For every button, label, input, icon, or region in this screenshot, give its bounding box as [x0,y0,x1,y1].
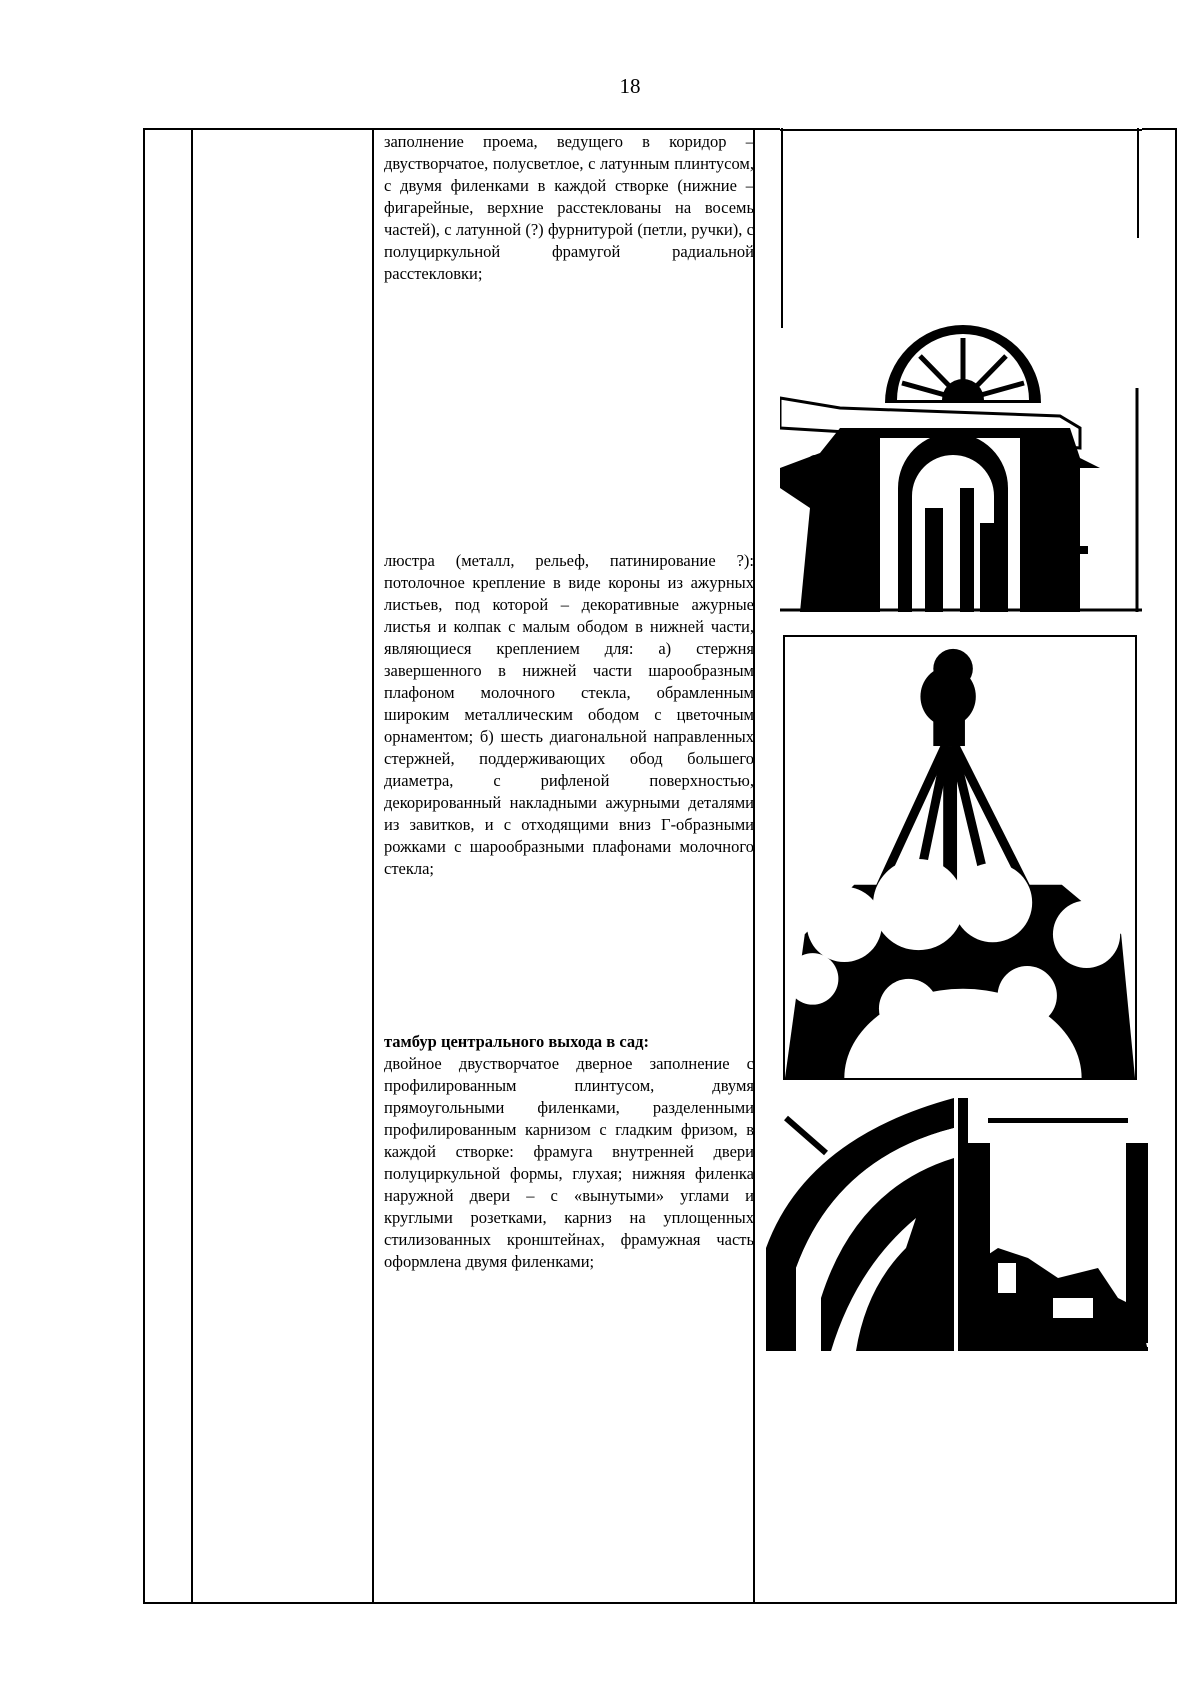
photo-chandelier [783,635,1137,1080]
photo-vestibule-arch [766,1098,954,1351]
page-number: 18 [619,74,641,98]
column-divider [372,130,374,1602]
chandelier-text: люстра (металл, рельеф, патинирование ?): потолочное крепление в виде короны из ажурных листьев, под которой – декоративные ажурные листья и колпак с малым ободом в нижней части, являющиеся креплением для: а) стержня завершенного в нижней части шарообразным плафоном молочного стекла, обрамленным широким металлическим ободом с цветочным орнаментом; б) шесть диагональной направленных стержней, поддерживающих обод большего диаметра, с рифленой поверхностью, декорированный накладными ажурными деталями из завитков, и с отходящими вниз Г-образными рожками с шарообразными плафонами молочного стекла; [384,551,754,878]
column-divider [191,130,193,1602]
vestibule-section [384,1031,754,1273]
photo-vestibule-door [958,1098,1148,1351]
vestibule-heading: тамбур центрального выхода в сад: [384,1032,649,1051]
door-corridor-text: заполнение проема, ведущего в коридор – двустворчатое, полусветлое, с латунным плинтусом, с двумя филенками в каждой створке (нижние – фигарейные, верхние расстеклованы на восемь частей), с латунной (?) фурнитурой (петли, ручки), с полуциркульной фрамугой радиальной расстекловки; [384,132,754,283]
vestibule-text: двойное двустворчатое дверное заполнение с профилированным плинтусом, двумя прямоугольными филенками, разделенными профилированным карнизом с гладким фризом, в каждой створке: фрамуга внутренней двери полуциркульной формы, глухая; нижняя филенка наружной двери – с «вынутыми» углами и круглыми розетками, карниз на уплощенных стилизованных кронштейнах, фрамужная часть оформлена двумя филенками; [384,1054,754,1271]
photo-doorway-fanlight [780,128,1142,612]
